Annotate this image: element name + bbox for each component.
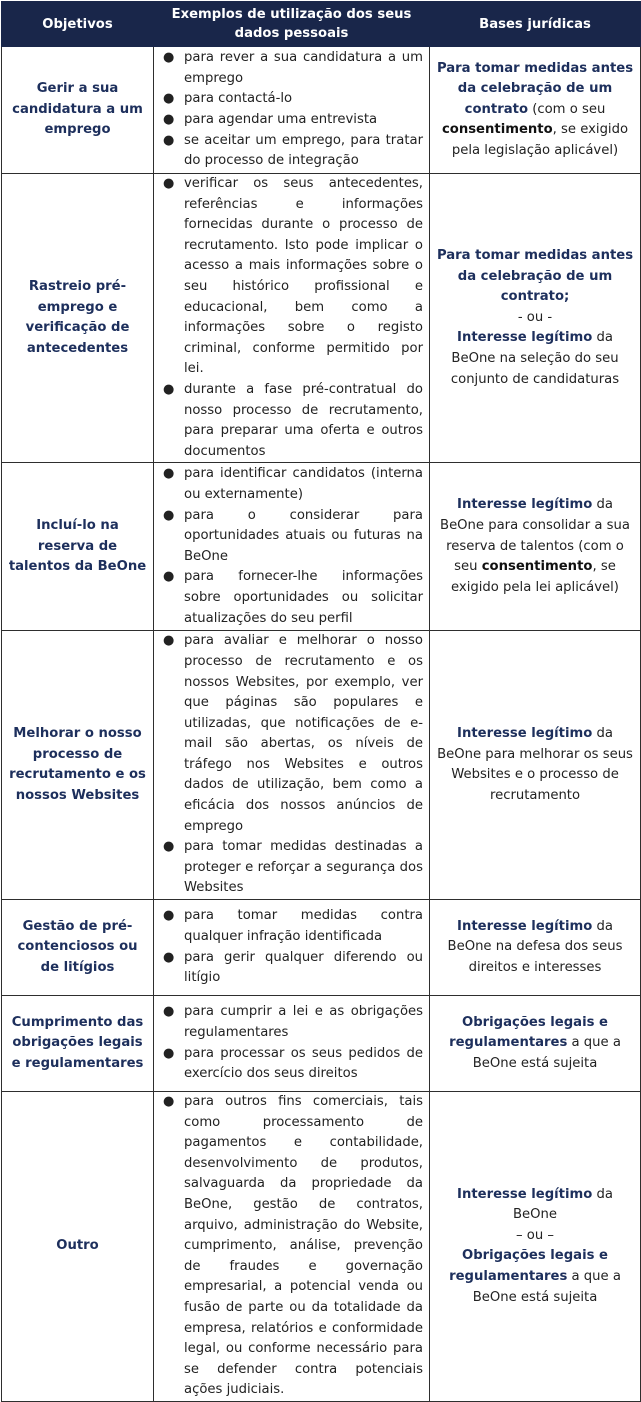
header-exemplos: Exemplos de utilização dos seus dados pessoais <box>154 2 430 47</box>
legal-basis-cell <box>430 900 641 996</box>
bullet-icon: ● <box>163 839 175 855</box>
list-item: ● para o considerar para oportunidades atuais ou futuras na BeOne <box>163 507 423 564</box>
table-header-row <box>2 2 641 47</box>
table-row <box>2 47 641 174</box>
examples-cell <box>154 1092 430 1402</box>
basis-bold: Obrigações legais e regulamentares <box>449 1248 608 1285</box>
table-row <box>2 463 641 631</box>
table-row <box>2 900 641 996</box>
list-item: ● para avaliar e melhorar o nosso processo de recrutamento e os nossos Websites, por exemplo, ver que páginas são populares e utilizadas, que notificações de e-mail são abertas, os níveis de tráfego nos Websites e outros dados de utilização, bem como a eficácia dos nossos anúncios de emprego <box>163 633 423 834</box>
list-item: ● para agendar uma entrevista <box>154 110 423 131</box>
examples-list <box>154 464 423 629</box>
basis-bold: consentimento <box>441 122 553 138</box>
bullet-icon: ● <box>163 112 175 127</box>
list-item: ● para tomar medidas destinadas a proteger e reforçar a segurança dos Websites <box>163 839 423 896</box>
bullet-icon: ● <box>163 381 175 397</box>
bullet-icon: ● <box>163 466 175 482</box>
list-item: ● para gerir qualquer diferendo ou litígio <box>163 949 423 986</box>
basis-bold: Interesse legítimo <box>457 918 593 934</box>
basis-bold: Interesse legítimo <box>457 1186 593 1202</box>
examples-cell <box>154 174 430 463</box>
basis-bold: Interesse legítimo <box>457 497 593 513</box>
basis-text: da BeOne para melhorar os seus Websites e o processo de recrutamento <box>437 725 633 803</box>
objective-cell: Rastreio pré-emprego e verificação de antecedentes <box>2 174 154 463</box>
list-item: ● para processar os seus pedidos de exercício dos seus direitos <box>163 1045 423 1082</box>
examples-list <box>154 174 423 462</box>
basis-text: da BeOne para consolidar a sua reserva de talentos (com o seu <box>440 497 630 575</box>
legal-basis-cell <box>430 996 641 1092</box>
legal-basis-cell <box>430 47 641 174</box>
objective-cell: Gerir a sua candidatura a um emprego <box>2 47 154 174</box>
table-row <box>2 1092 641 1402</box>
bullet-icon: ● <box>163 50 175 66</box>
bullet-icon: ● <box>163 1094 175 1110</box>
bullet-icon: ● <box>163 633 175 649</box>
basis-separator: – ou – <box>516 1227 554 1243</box>
basis-text: , se exigido pela lei aplicável) <box>451 559 619 595</box>
bullet-icon: ● <box>163 908 175 924</box>
list-item: ● se aceitar um emprego, para tratar do processo de integração <box>163 132 423 169</box>
objective-cell: Melhorar o nosso processo de recrutamento e os nossos Websites <box>2 631 154 900</box>
objective-cell: Outro <box>2 1092 154 1402</box>
list-item: ● para tomar medidas contra qualquer infração identificada <box>163 908 423 944</box>
list-item: ● para outros fins comerciais, tais como processamento de pagamentos e contabilidade, desenvolvimento de produtos, salvaguarda da propriedade da BeOne, gestão de contratos, arquivo, administração do Website, cumprimento, análise, prevenção de fraudes e governação empresarial, a potencial venda ou fusão de parte ou da totalidade da empresa, relatórios e conformidade legal, ou conforme necessário para se defender contra potenciais ações judiciais. <box>163 1094 423 1398</box>
bullet-icon: ● <box>163 507 175 523</box>
bullet-icon: ● <box>163 176 175 191</box>
examples-cell <box>154 996 430 1092</box>
examples-cell <box>154 631 430 900</box>
legal-basis-cell <box>430 631 641 900</box>
table-row <box>2 631 641 900</box>
basis-bold: Para tomar medidas antes da celebração de um contrato <box>436 60 634 117</box>
examples-list <box>154 1092 423 1401</box>
basis-bold: Obrigações legais e regulamentares <box>449 1014 608 1051</box>
examples-list <box>154 906 423 988</box>
legal-bases-table <box>1 1 641 1402</box>
examples-list <box>154 1002 423 1084</box>
list-item: ● para fornecer-lhe informações sobre oportunidades ou solicitar atualizações do seu perfil <box>163 569 423 626</box>
list-item: ● para contactá-lo <box>154 89 423 110</box>
basis-text: da BeOne na seleção do seu conjunto de candidaturas <box>450 330 620 387</box>
legal-basis-cell <box>430 463 641 631</box>
table-row <box>2 996 641 1092</box>
basis-bold: Para tomar medidas antes da celebração de um contrato; <box>436 248 634 305</box>
basis-bold: Interesse legítimo <box>457 725 593 741</box>
basis-text: a que a BeOne está sujeita <box>472 1035 621 1071</box>
header-bases: Bases jurídicas <box>430 2 641 47</box>
list-item: ● durante a fase pré-contratual do nosso processo de recrutamento, para preparar uma oferta e outros documentos <box>163 381 423 459</box>
bullet-icon: ● <box>163 132 175 148</box>
table-row <box>2 174 641 463</box>
bullet-icon: ● <box>163 1004 175 1020</box>
bullet-icon: ● <box>163 949 175 965</box>
legal-basis-cell <box>430 1092 641 1402</box>
basis-text: a que a BeOne está sujeita <box>472 1269 621 1305</box>
objective-cell: Gestão de pré-contenciosos ou de litígios <box>2 900 154 996</box>
basis-text: da BeOne <box>512 1186 613 1223</box>
bullet-icon: ● <box>163 91 175 107</box>
basis-bold: Interesse legítimo <box>457 330 593 346</box>
examples-list <box>154 631 423 899</box>
list-item: ● para identificar candidatos (interna ou externamente) <box>163 466 423 503</box>
objective-cell: Incluí-lo na reserva de talentos da BeOne <box>2 463 154 631</box>
examples-cell <box>154 463 430 631</box>
basis-text: da BeOne na defesa dos seus direitos e interesses <box>447 918 623 975</box>
bullet-icon: ● <box>163 569 175 585</box>
list-item: ● para cumprir a lei e as obrigações regulamentares <box>163 1004 423 1040</box>
basis-separator: - ou - <box>517 309 553 325</box>
examples-cell <box>154 47 430 174</box>
objective-cell: Cumprimento das obrigações legais e regulamentares <box>2 996 154 1092</box>
list-item: ● verificar os seus antecedentes, referências e informações fornecidas durante o processo de recrutamento. Isto pode implicar o acesso a mais informações sobre o seu histórico profissional e educacional, bem como a informações sobre o registo criminal, conforme permitido por lei. <box>163 176 423 377</box>
examples-list <box>154 48 423 172</box>
basis-bold: consentimento <box>481 559 593 575</box>
basis-text: , se exigido pela legislação aplicável) <box>451 122 629 158</box>
basis-text: (com o seu <box>528 101 606 117</box>
list-item: ● para rever a sua candidatura a um emprego <box>163 50 423 86</box>
bullet-icon: ● <box>163 1045 175 1061</box>
header-objetivos: Objetivos <box>2 2 154 47</box>
legal-basis-cell <box>430 174 641 463</box>
examples-cell <box>154 900 430 996</box>
